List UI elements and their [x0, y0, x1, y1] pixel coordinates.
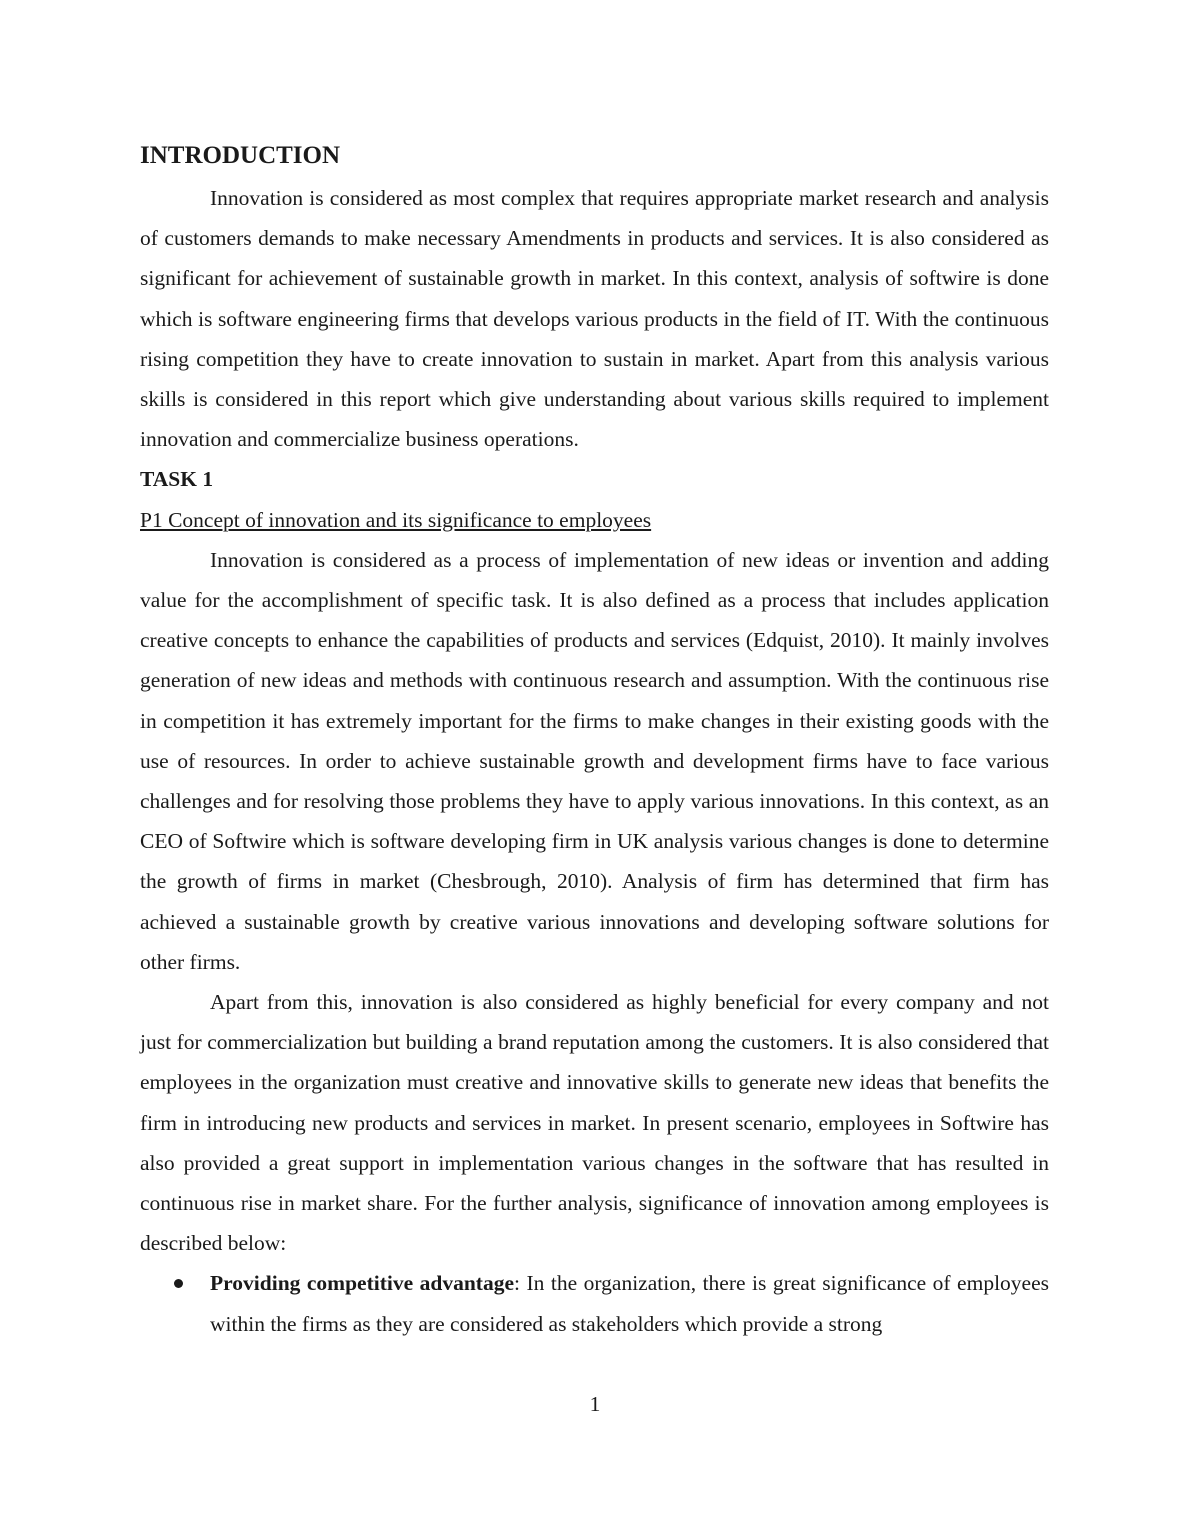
bullet-text: : In the organization, there is great significance of employees within the firms as they are considered as stakeholders which provide a strong [210, 1271, 1050, 1336]
introduction-paragraph: Innovation is considered as most complex that requires appropriate market research and analysis of customers demands to make necessary Amendments in products and services. It is also considered as significant for achievement of sustainable growth in market. In this context, analysis of softwire is done which is software engineering firms that develops various products in the field of IT. With the continuous rising competition they have to create innovation to sustain in market. Apart from this analysis various skills is considered in this report which give understanding about various skills required to implement innovation and commercialize business operations. [140, 186, 1049, 452]
body-paragraph: Apart from this, innovation is also considered as highly beneficial for every company and not just for commercialization but building a brand reputation among the customers. It is also considered that employees in the organization must creative and innovative skills to generate new ideas that benefits the firm in introducing new products and services in market. In present scenario, employees in Softwire has also provided a great support in implementation various changes in the software that has resulted in continuous rise in market share. For the further analysis, significance of innovation among employees is described below: [140, 990, 1049, 1256]
section-subheading: P1 Concept of innovation and its significance to employees [140, 507, 652, 532]
bullet-title: Providing competitive advantage [210, 1271, 515, 1296]
body-paragraph: Innovation is considered as a process of implementation of new ideas or invention and adding value for the accomplishment of specific task. It is also defined as a process that includes application creative concepts to enhance the capabilities of products and services (Edquist, 2010). It mainly involves generation of new ideas and methods with continuous research and assumption. With the continuous rise in competition it has extremely important for the firms to make changes in their existing goods with the use of resources. In order to achieve sustainable growth and development firms have to face various challenges and for resolving those problems they have to apply various innovations. In this context, as an CEO of Softwire which is software developing firm in UK analysis various changes is done to determine the growth of firms in market (Chesbrough, 2010). Analysis of firm has determined that firm has achieved a sustainable growth by creative various innovations and developing software solutions for other firms. [140, 547, 1049, 974]
introduction-heading: INTRODUCTION [140, 142, 341, 169]
task-heading: TASK 1 [140, 467, 214, 492]
bullet-item [140, 1263, 1049, 1343]
bullet-icon [174, 1279, 183, 1288]
bullet-list [140, 1263, 1049, 1343]
document-page [140, 138, 1049, 1344]
page-number: 1 [589, 1392, 601, 1416]
